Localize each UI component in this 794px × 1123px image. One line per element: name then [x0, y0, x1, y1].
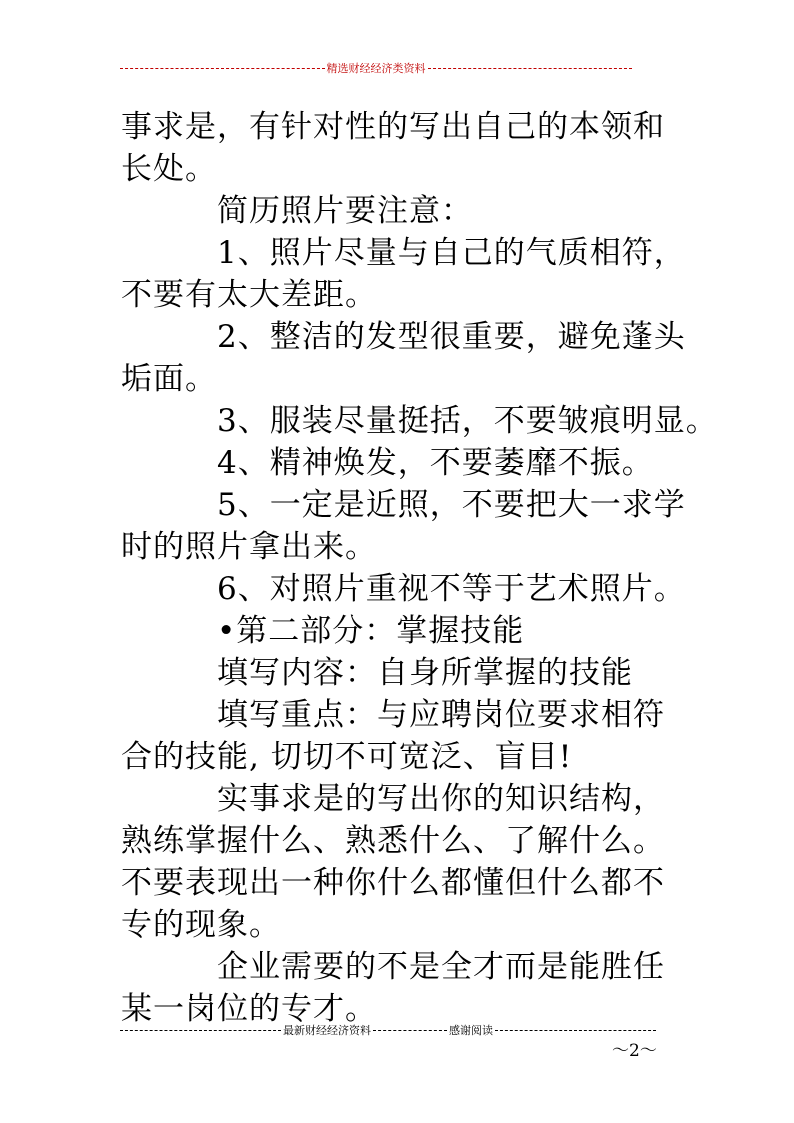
header-rule-left [120, 68, 325, 69]
page-header [120, 60, 632, 76]
body-line: 6、对照片重视不等于艺术照片。 [217, 571, 686, 607]
footer-rule-middle [373, 1030, 447, 1031]
body-line: 不要有太大差距。 [121, 277, 377, 313]
body-line: 简历照片要注意： [217, 193, 473, 229]
page-number: ～2～ [612, 1041, 657, 1061]
body-line: 长处。 [121, 151, 217, 187]
body-line: 填写重点：与应聘岗位要求相符 [217, 697, 665, 733]
footer-left-text: 最新财经经济资料 [283, 1024, 371, 1037]
body-line: 熟练掌握什么、熟悉什么、了解什么。 [121, 823, 665, 859]
footer-right-text: 感谢阅读 [449, 1024, 493, 1037]
body-line: 事求是，有针对性的写出自己的本领和 [121, 109, 665, 145]
footer-rule-right [495, 1030, 656, 1031]
body-line: 3、服装尽量挺括，不要皱痕明显。 [217, 403, 718, 439]
body-line: 1、照片尽量与自己的气质相符， [217, 235, 686, 271]
section-heading: •第二部分：掌握技能 [217, 613, 525, 649]
body-line: 5、一定是近照，不要把大一求学 [217, 487, 686, 523]
body-line: 合的技能, 切切不可宽泛、盲目! [121, 739, 573, 775]
footer-rule-left [120, 1030, 281, 1031]
body-line: 不要表现出一种你什么都懂但什么都不 [121, 865, 665, 901]
body-line: 垢面。 [121, 361, 217, 397]
header-rule-right [428, 68, 633, 69]
body-line: 实事求是的写出你的知识结构， [217, 781, 665, 817]
body-line: 时的照片拿出来。 [121, 529, 377, 565]
body-line: 2、整洁的发型很重要，避免蓬头 [217, 319, 686, 355]
document-body [121, 106, 718, 1030]
page-footer [120, 1022, 656, 1038]
header-title: 精选财经经济类资料 [326, 62, 426, 75]
body-line: 某一岗位的专才。 [121, 991, 377, 1027]
body-line: 4、精神焕发，不要萎靡不振。 [217, 445, 654, 481]
body-line: 专的现象。 [121, 907, 281, 943]
body-line: 填写内容：自身所掌握的技能 [217, 655, 633, 691]
body-line: 企业需要的不是全才而是能胜任 [217, 949, 665, 985]
